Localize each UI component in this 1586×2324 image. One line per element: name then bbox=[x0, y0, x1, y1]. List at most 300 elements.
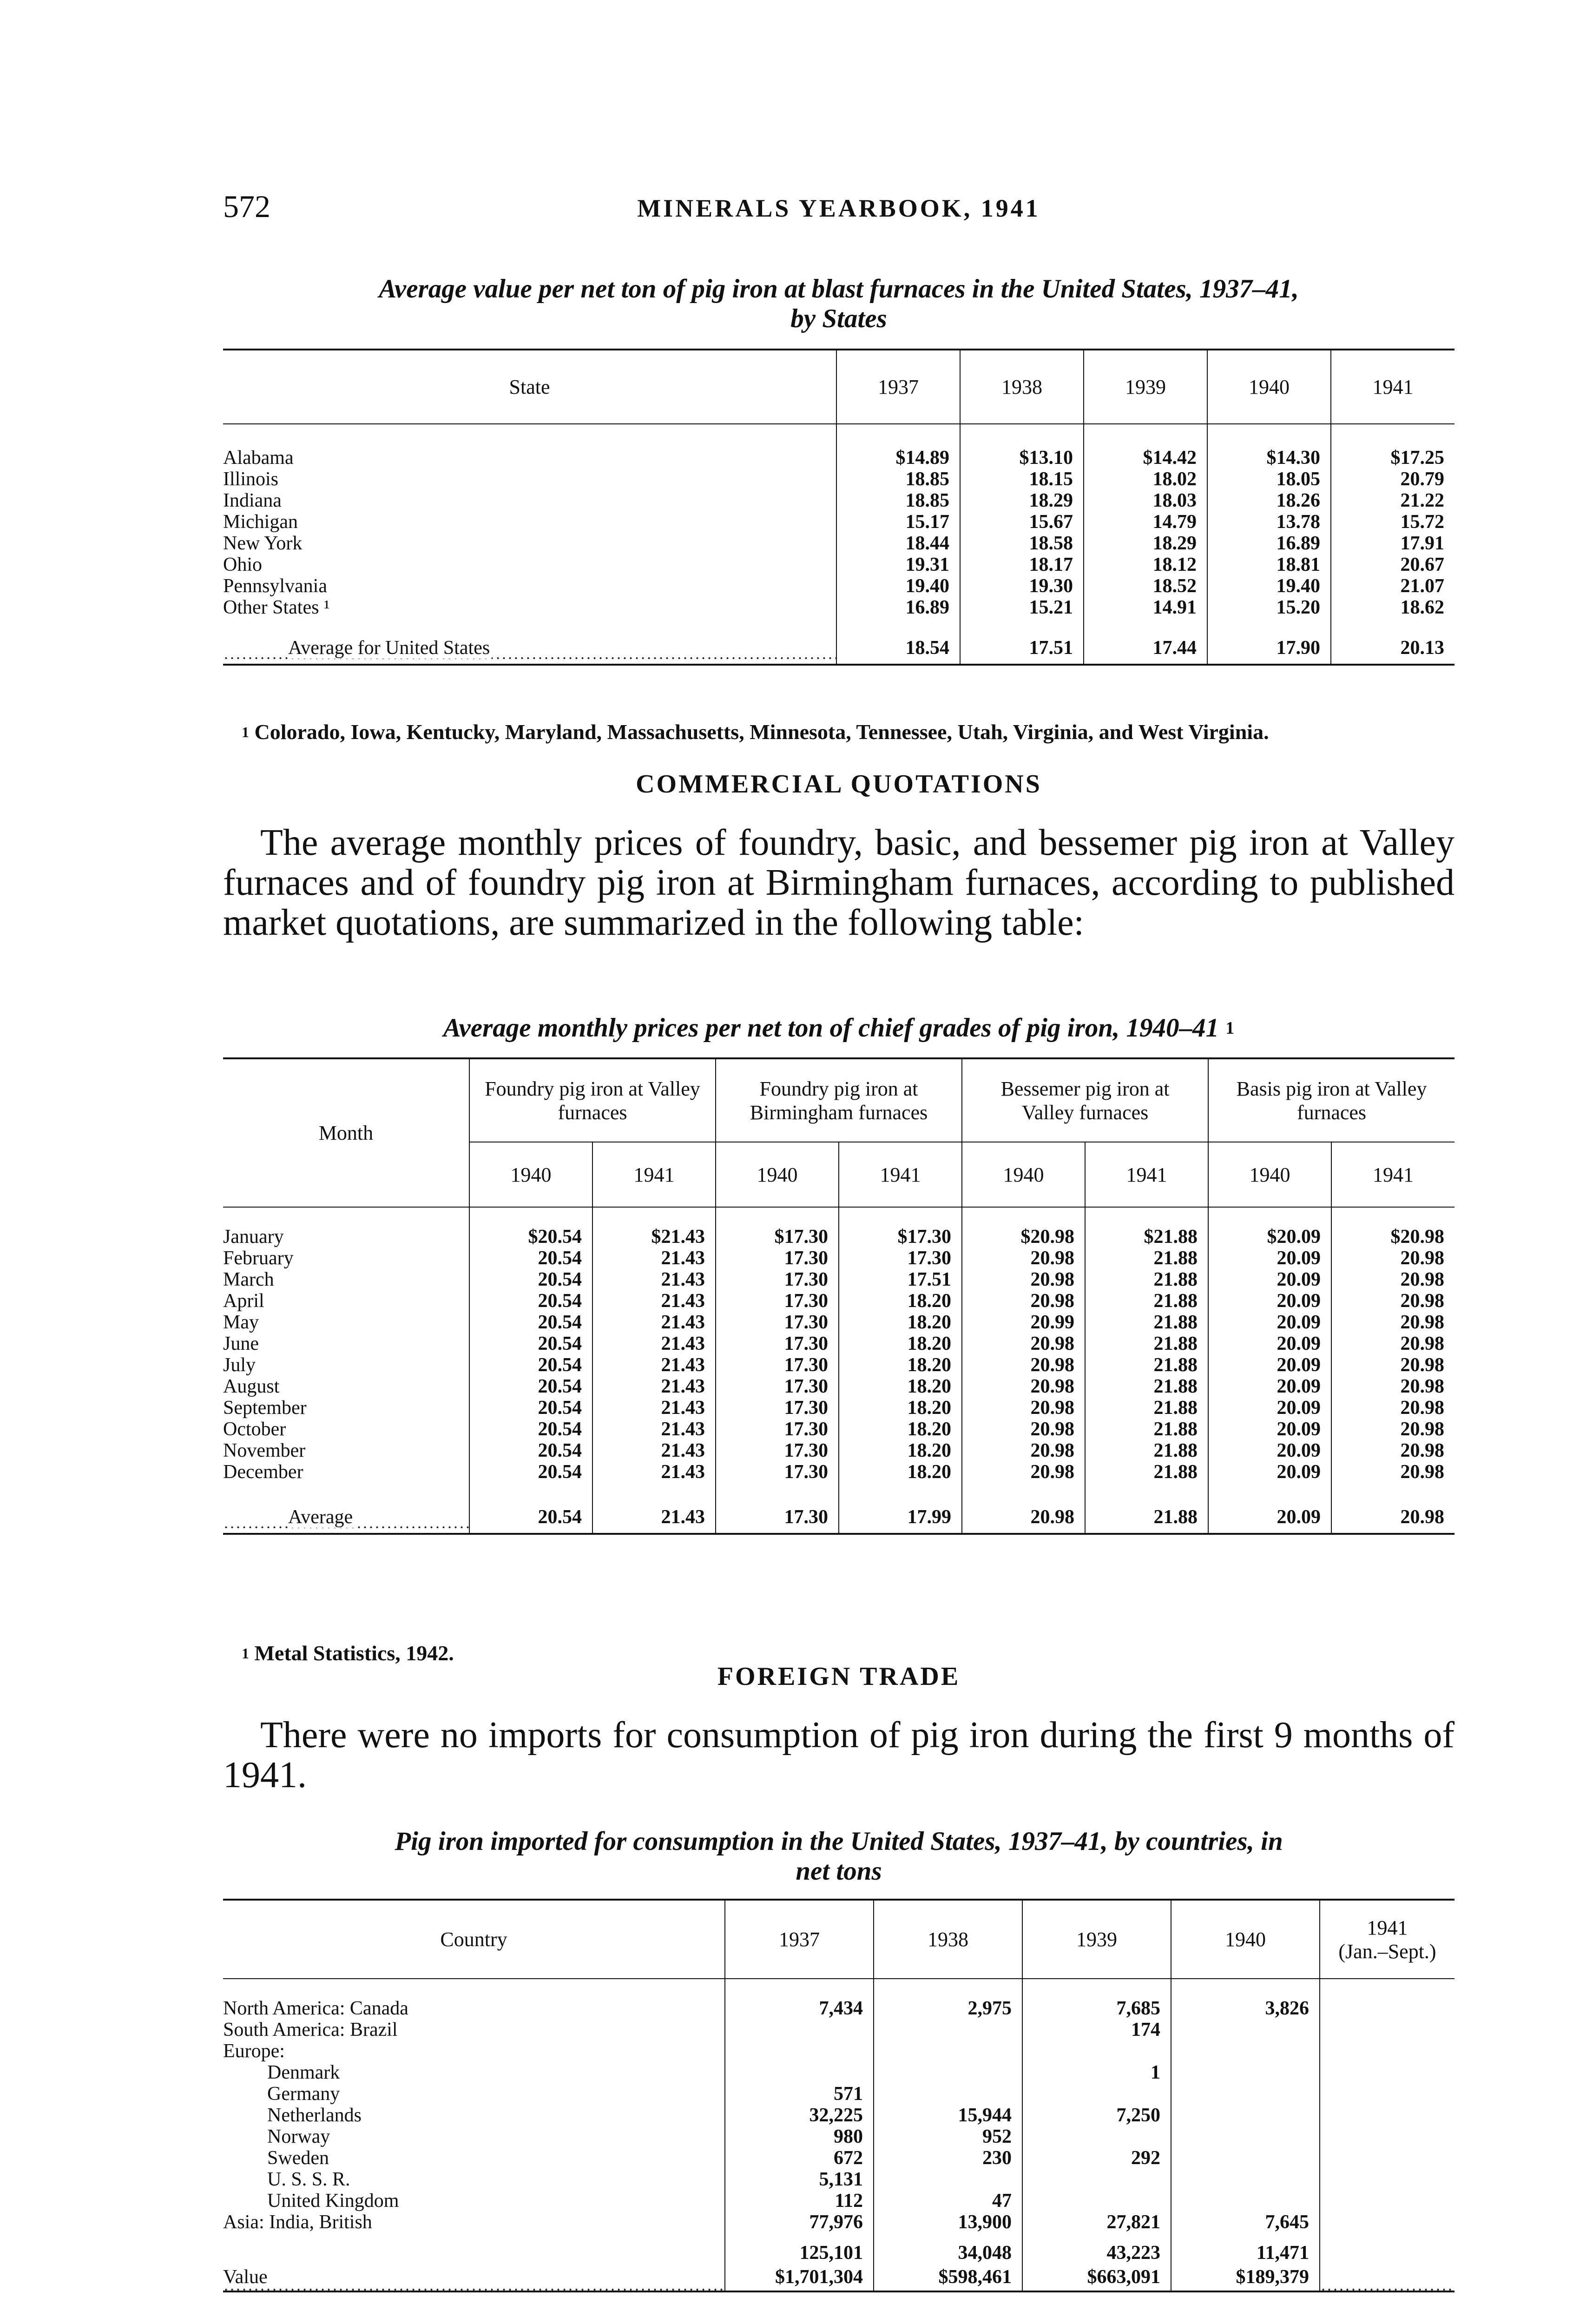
col-header-year: 1940 bbox=[962, 1142, 1085, 1207]
table-cell: 20.98 bbox=[962, 1248, 1085, 1269]
table-cell: 20.09 bbox=[1208, 1397, 1331, 1419]
table-cell: 14.79 bbox=[1084, 511, 1207, 533]
table-cell: $20.98 bbox=[962, 1226, 1085, 1248]
table-row bbox=[223, 1226, 1454, 1248]
table-cell: 20.09 bbox=[1208, 1461, 1331, 1483]
table-cell: 21.43 bbox=[592, 1461, 716, 1483]
table-cell: 17.30 bbox=[716, 1312, 839, 1333]
table-cell: 19.30 bbox=[960, 575, 1084, 597]
spacer-cell bbox=[223, 2233, 725, 2242]
table-cell: 17.30 bbox=[716, 1419, 839, 1440]
table-row bbox=[223, 1354, 1454, 1376]
table-cell: 17.30 bbox=[839, 1248, 962, 1269]
row-label-text: North America: Canada bbox=[223, 1998, 410, 2019]
table-cell: $14.30 bbox=[1207, 447, 1331, 469]
table-cell: 17.30 bbox=[716, 1376, 839, 1397]
table-cell-empty bbox=[1171, 2040, 1320, 2062]
spacer-cell bbox=[874, 1979, 1022, 1998]
row-label-text: September bbox=[223, 1397, 309, 1419]
row-label bbox=[223, 511, 836, 533]
table-cell: 20.98 bbox=[1331, 1354, 1454, 1376]
table-cell: 19.31 bbox=[836, 554, 960, 575]
table-row bbox=[223, 469, 1454, 490]
table-cell: 18.29 bbox=[1084, 533, 1207, 554]
row-label-text: June bbox=[223, 1333, 261, 1354]
table-cell: 17.30 bbox=[716, 1440, 839, 1461]
table-cell: 21.22 bbox=[1331, 490, 1454, 511]
row-label-text: United Kingdom bbox=[267, 2190, 401, 2212]
table-cell-empty bbox=[1320, 2105, 1454, 2126]
table-cell-empty bbox=[1171, 2083, 1320, 2105]
table-cell: 21.43 bbox=[592, 1440, 716, 1461]
row-label-text: March bbox=[223, 1269, 276, 1290]
col-group-basis-valley: Basis pig iron at Valley furnaces bbox=[1208, 1058, 1454, 1142]
table2-caption bbox=[223, 1013, 1454, 1043]
table-cell: 11,471 bbox=[1171, 2242, 1320, 2264]
spacer-cell bbox=[1171, 2233, 1320, 2242]
table-cell: 20.98 bbox=[962, 1461, 1085, 1483]
table-row bbox=[223, 1333, 1454, 1354]
spacer-cell bbox=[223, 1979, 725, 1998]
table-cell: 18.29 bbox=[960, 490, 1084, 511]
spacer-cell bbox=[1331, 618, 1454, 632]
row-label-text: Average for United States bbox=[288, 637, 492, 659]
table-cell-empty bbox=[1022, 2190, 1171, 2212]
table-row bbox=[223, 575, 1454, 597]
table-cell: 18.20 bbox=[839, 1290, 962, 1312]
row-label-text: Denmark bbox=[267, 2062, 342, 2083]
table-cell: 18.85 bbox=[836, 490, 960, 511]
running-title: MINERALS YEARBOOK, 1941 bbox=[637, 194, 1040, 222]
spacer-cell bbox=[1331, 1483, 1454, 1501]
table-cell: 20.98 bbox=[962, 1397, 1085, 1419]
row-label bbox=[223, 1419, 469, 1440]
spacer-cell bbox=[469, 1207, 592, 1226]
spacer-cell bbox=[1171, 1979, 1320, 1998]
col-header-year-1941 bbox=[1320, 1900, 1454, 1979]
row-label bbox=[223, 469, 836, 490]
table-cell: 20.98 bbox=[962, 1290, 1085, 1312]
table-cell: 18.02 bbox=[1084, 469, 1207, 490]
average-row bbox=[223, 632, 1454, 665]
row-label-text: October bbox=[223, 1419, 288, 1440]
table-row bbox=[223, 1419, 1454, 1440]
spacer-cell bbox=[839, 1207, 962, 1226]
table-cell: 17.51 bbox=[960, 632, 1084, 665]
row-label bbox=[223, 533, 836, 554]
row-label bbox=[223, 1226, 469, 1248]
table-cell: 21.43 bbox=[592, 1501, 716, 1534]
table-cell: 21.88 bbox=[1085, 1501, 1208, 1534]
table-cell-empty bbox=[1320, 2147, 1454, 2169]
table-cell-empty bbox=[725, 2040, 874, 2062]
table-cell: 18.20 bbox=[839, 1354, 962, 1376]
col-header-state: State bbox=[509, 376, 550, 398]
table-cell: 20.09 bbox=[1208, 1440, 1331, 1461]
row-label-text: Norway bbox=[267, 2126, 332, 2147]
footnote-mark: 1 bbox=[1225, 1018, 1235, 1038]
table-cell: 20.99 bbox=[962, 1312, 1085, 1333]
row-label bbox=[223, 1248, 469, 1269]
row-label-text: January bbox=[223, 1226, 286, 1248]
table-cell: 20.98 bbox=[962, 1501, 1085, 1534]
table-cell: 15.20 bbox=[1207, 597, 1331, 618]
table-cell: 125,101 bbox=[725, 2242, 874, 2264]
spacer-cell bbox=[592, 1207, 716, 1226]
spacer-row bbox=[223, 1979, 1454, 1998]
table-cell: 21.88 bbox=[1085, 1333, 1208, 1354]
table-row bbox=[223, 511, 1454, 533]
table-cell: 3,826 bbox=[1171, 1998, 1320, 2019]
table1-caption-line1: Average value per net ton of pig iron at blast furnaces in the United States, 1937–41, bbox=[379, 274, 1299, 304]
row-label-text: December bbox=[223, 1461, 305, 1483]
table-cell-empty bbox=[1171, 2190, 1320, 2212]
table-cell: 20.98 bbox=[1331, 1248, 1454, 1269]
table-cell: 43,223 bbox=[1022, 2242, 1171, 2264]
table-cell: 17.30 bbox=[716, 1397, 839, 1419]
col-header-year: 1941 bbox=[1331, 350, 1454, 424]
spacer-cell bbox=[716, 1207, 839, 1226]
row-label bbox=[223, 575, 836, 597]
col-header-year: 1940 bbox=[1208, 1142, 1331, 1207]
table-cell: 21.88 bbox=[1085, 1290, 1208, 1312]
table-cell: 2,975 bbox=[874, 1998, 1022, 2019]
table-cell: 17.44 bbox=[1084, 632, 1207, 665]
row-label bbox=[223, 2062, 725, 2083]
spacer-cell bbox=[960, 424, 1084, 447]
table-cell: 18.85 bbox=[836, 469, 960, 490]
table-row bbox=[223, 2040, 1454, 2062]
table-cell: 21.88 bbox=[1085, 1269, 1208, 1290]
table-row bbox=[223, 2169, 1454, 2190]
table-cell: 18.20 bbox=[839, 1312, 962, 1333]
table-cell: 20.09 bbox=[1208, 1419, 1331, 1440]
table1-footnote bbox=[223, 720, 1454, 745]
col-header-year: 1941 bbox=[1085, 1142, 1208, 1207]
table-cell: 20.54 bbox=[469, 1461, 592, 1483]
table-cell: 21.88 bbox=[1085, 1312, 1208, 1333]
footnote-text: Colorado, Iowa, Kentucky, Maryland, Massachusetts, Minnesota, Tennessee, Utah, Virginia, and West Virginia. bbox=[254, 720, 1269, 744]
table-cell: 21.43 bbox=[592, 1248, 716, 1269]
table-row bbox=[223, 1397, 1454, 1419]
row-label-text: April bbox=[223, 1290, 266, 1312]
table-cell: $21.88 bbox=[1085, 1226, 1208, 1248]
table-cell: $14.89 bbox=[836, 447, 960, 469]
spacer-cell bbox=[962, 1483, 1085, 1501]
table-cell: 20.54 bbox=[469, 1269, 592, 1290]
table-cell-empty bbox=[1320, 2264, 1454, 2291]
table-cell-empty bbox=[874, 2040, 1022, 2062]
row-label bbox=[223, 1333, 469, 1354]
table-cell: 20.98 bbox=[962, 1419, 1085, 1440]
table-cell: 20.67 bbox=[1331, 554, 1454, 575]
table-cell-empty bbox=[874, 2062, 1022, 2083]
row-label-text: Michigan bbox=[223, 511, 300, 533]
spacer-row bbox=[223, 424, 1454, 447]
table-cell: 18.20 bbox=[839, 1440, 962, 1461]
table-cell: 21.88 bbox=[1085, 1397, 1208, 1419]
table-cell: 13,900 bbox=[874, 2212, 1022, 2233]
table-cell: 21.43 bbox=[592, 1312, 716, 1333]
col-header-year: 1937 bbox=[836, 350, 960, 424]
state-value-table bbox=[223, 349, 1454, 666]
table-cell: 27,821 bbox=[1022, 2212, 1171, 2233]
table-cell: 20.98 bbox=[962, 1354, 1085, 1376]
table-cell: 20.54 bbox=[469, 1501, 592, 1534]
table-cell-empty bbox=[1171, 2169, 1320, 2190]
table-cell: $1,701,304 bbox=[725, 2264, 874, 2291]
table-cell: 17.91 bbox=[1331, 533, 1454, 554]
table-cell: 292 bbox=[1022, 2147, 1171, 2169]
table-cell: 18.26 bbox=[1207, 490, 1331, 511]
table-cell: 18.44 bbox=[836, 533, 960, 554]
footnote-mark: 1 bbox=[242, 1645, 249, 1662]
table-cell: $20.09 bbox=[1208, 1226, 1331, 1248]
table-cell: 20.98 bbox=[1331, 1290, 1454, 1312]
table-cell-empty bbox=[725, 2019, 874, 2040]
table2-caption-text: Average monthly prices per net ton of chief grades of pig iron, 1940–41 bbox=[443, 1013, 1219, 1043]
table-cell-empty bbox=[1022, 2126, 1171, 2147]
table-cell: 17.30 bbox=[716, 1354, 839, 1376]
row-label-text: U. S. S. R. bbox=[267, 2169, 352, 2190]
table-cell: 18.03 bbox=[1084, 490, 1207, 511]
commercial-paragraph: The average monthly prices of foundry, basic, and bessemer pig iron at Valley furnaces and of foundry pig iron at Birmingham furnaces, according to published market quotations, are summarized in the following table: bbox=[223, 822, 1454, 943]
table-cell: 7,250 bbox=[1022, 2105, 1171, 2126]
table-cell: 77,976 bbox=[725, 2212, 874, 2233]
table-cell: 17.99 bbox=[839, 1501, 962, 1534]
table-cell: 19.40 bbox=[1207, 575, 1331, 597]
table-cell: 18.12 bbox=[1084, 554, 1207, 575]
col-header-year: 1940 bbox=[1207, 350, 1331, 424]
table-cell: 21.43 bbox=[592, 1269, 716, 1290]
row-label-text: New York bbox=[223, 533, 304, 554]
table-row bbox=[223, 490, 1454, 511]
table-cell: 17.30 bbox=[716, 1290, 839, 1312]
table-cell-empty bbox=[1022, 2040, 1171, 2062]
spacer-cell bbox=[962, 1207, 1085, 1226]
table-cell: 21.07 bbox=[1331, 575, 1454, 597]
row-label-text: August bbox=[223, 1376, 281, 1397]
table-row bbox=[223, 2126, 1454, 2147]
col-header-year: 1941 bbox=[592, 1142, 716, 1207]
col-header-year: 1940 bbox=[469, 1142, 592, 1207]
table-cell: 672 bbox=[725, 2147, 874, 2169]
section-heading-commercial: COMMERCIAL QUOTATIONS bbox=[636, 770, 1042, 799]
table-cell: 20.98 bbox=[1331, 1333, 1454, 1354]
table-cell: 16.89 bbox=[1207, 533, 1331, 554]
total-row bbox=[223, 2242, 1454, 2264]
spacer-cell bbox=[874, 2233, 1022, 2242]
table-cell: 15.72 bbox=[1331, 511, 1454, 533]
spacer-cell bbox=[1208, 1483, 1331, 1501]
table-cell-empty bbox=[1320, 2083, 1454, 2105]
spacer-cell bbox=[223, 1207, 469, 1226]
table-cell: 20.09 bbox=[1208, 1354, 1331, 1376]
section-heading-foreign-trade: FOREIGN TRADE bbox=[717, 1662, 961, 1691]
footnote-mark: 1 bbox=[242, 724, 249, 740]
table-cell: 21.43 bbox=[592, 1333, 716, 1354]
table-row bbox=[223, 2212, 1454, 2233]
table-cell-empty bbox=[1320, 2212, 1454, 2233]
row-label-text: Alabama bbox=[223, 447, 296, 469]
table-cell: 20.09 bbox=[1208, 1333, 1331, 1354]
table-cell: 5,131 bbox=[725, 2169, 874, 2190]
col-header-month: Month bbox=[223, 1058, 469, 1207]
spacer-cell bbox=[223, 1483, 469, 1501]
row-label-empty bbox=[223, 2242, 725, 2264]
table-cell: $20.54 bbox=[469, 1226, 592, 1248]
spacer-row bbox=[223, 1207, 1454, 1226]
row-label bbox=[223, 1440, 469, 1461]
row-label bbox=[223, 447, 836, 469]
table-cell: 21.88 bbox=[1085, 1376, 1208, 1397]
table-row bbox=[223, 1998, 1454, 2019]
table-cell: 21.43 bbox=[592, 1419, 716, 1440]
table-cell: 21.88 bbox=[1085, 1440, 1208, 1461]
spacer-cell bbox=[839, 1483, 962, 1501]
row-label-text: Germany bbox=[267, 2083, 342, 2105]
row-label bbox=[223, 2147, 725, 2169]
average-row bbox=[223, 1501, 1454, 1534]
table-cell: 21.43 bbox=[592, 1376, 716, 1397]
row-label bbox=[223, 2126, 725, 2147]
spacer-cell bbox=[836, 424, 960, 447]
table-row bbox=[223, 1269, 1454, 1290]
spacer-cell bbox=[1331, 424, 1454, 447]
row-label bbox=[223, 1290, 469, 1312]
table-cell: 16.89 bbox=[836, 597, 960, 618]
col-header-year: 1938 bbox=[874, 1900, 1022, 1979]
row-label-text: Average bbox=[288, 1506, 355, 1528]
row-label bbox=[223, 1312, 469, 1333]
table-cell-empty bbox=[1171, 2062, 1320, 2083]
table-cell: 174 bbox=[1022, 2019, 1171, 2040]
table-cell: 980 bbox=[725, 2126, 874, 2147]
table-cell: 952 bbox=[874, 2126, 1022, 2147]
table-cell: 21.88 bbox=[1085, 1419, 1208, 1440]
spacer-cell bbox=[725, 1979, 874, 1998]
table-cell-empty bbox=[1320, 2169, 1454, 2190]
row-label bbox=[223, 1376, 469, 1397]
col-header-year: 1940 bbox=[716, 1142, 839, 1207]
table-cell-empty bbox=[1171, 2147, 1320, 2169]
table-cell: 15,944 bbox=[874, 2105, 1022, 2126]
table-cell: 20.98 bbox=[1331, 1312, 1454, 1333]
table-cell-empty bbox=[874, 2083, 1022, 2105]
table-cell: 112 bbox=[725, 2190, 874, 2212]
table-cell: 17.30 bbox=[716, 1248, 839, 1269]
table-cell: 20.98 bbox=[962, 1333, 1085, 1354]
table-cell: 20.98 bbox=[962, 1440, 1085, 1461]
table-cell: 21.43 bbox=[592, 1397, 716, 1419]
table-cell: 21.88 bbox=[1085, 1354, 1208, 1376]
table-cell: $20.98 bbox=[1331, 1226, 1454, 1248]
row-label bbox=[223, 554, 836, 575]
year-1941-period: (Jan.–Sept.) bbox=[1338, 1940, 1436, 1963]
table-row bbox=[223, 1440, 1454, 1461]
table-cell: 18.20 bbox=[839, 1419, 962, 1440]
table-cell: $13.10 bbox=[960, 447, 1084, 469]
table-cell: 20.54 bbox=[469, 1354, 592, 1376]
spacer-row bbox=[223, 618, 1454, 632]
table-row bbox=[223, 447, 1454, 469]
table-cell: 18.58 bbox=[960, 533, 1084, 554]
row-label bbox=[223, 2212, 725, 2233]
table-cell: 18.20 bbox=[839, 1333, 962, 1354]
spacer-cell bbox=[1320, 1979, 1454, 1998]
col-group-foundry-birmingham: Foundry pig iron at Birmingham furnaces bbox=[716, 1058, 962, 1142]
table-cell: 20.79 bbox=[1331, 469, 1454, 490]
table3-caption-line1: Pig iron imported for consumption in the United States, 1937–41, by countries, in bbox=[395, 1827, 1283, 1856]
spacer-cell bbox=[1085, 1483, 1208, 1501]
table-row bbox=[223, 2147, 1454, 2169]
table-cell: 19.40 bbox=[836, 575, 960, 597]
table-cell: 20.09 bbox=[1208, 1248, 1331, 1269]
table-cell: 7,645 bbox=[1171, 2212, 1320, 2233]
table-cell: 18.15 bbox=[960, 469, 1084, 490]
table-cell: $17.25 bbox=[1331, 447, 1454, 469]
table-cell: 34,048 bbox=[874, 2242, 1022, 2264]
table3-caption bbox=[223, 1827, 1454, 1886]
spacer-cell bbox=[1022, 1979, 1171, 1998]
table-cell: 20.54 bbox=[469, 1290, 592, 1312]
table-cell: 20.98 bbox=[1331, 1419, 1454, 1440]
spacer-cell bbox=[1208, 1207, 1331, 1226]
col-header-year: 1940 bbox=[1171, 1900, 1320, 1979]
table-cell-empty bbox=[1320, 2190, 1454, 2212]
spacer-cell bbox=[1331, 1207, 1454, 1226]
table-cell: 18.20 bbox=[839, 1397, 962, 1419]
table-cell: 17.30 bbox=[716, 1333, 839, 1354]
table-cell-empty bbox=[1320, 2040, 1454, 2062]
table-cell: 20.98 bbox=[962, 1376, 1085, 1397]
row-label-text: Other States ¹ bbox=[223, 597, 332, 618]
table-cell: 17.30 bbox=[716, 1461, 839, 1483]
table-cell: 20.54 bbox=[469, 1397, 592, 1419]
table-cell: 18.17 bbox=[960, 554, 1084, 575]
table-cell: 20.54 bbox=[469, 1419, 592, 1440]
table-row bbox=[223, 2190, 1454, 2212]
spacer-cell bbox=[469, 1483, 592, 1501]
spacer-row bbox=[223, 2233, 1454, 2242]
table-cell-empty bbox=[1022, 2083, 1171, 2105]
footnote-text: Metal Statistics, 1942. bbox=[254, 1641, 454, 1665]
spacer-cell bbox=[716, 1483, 839, 1501]
table-cell: $189,379 bbox=[1171, 2264, 1320, 2291]
table3-caption-line2: net tons bbox=[796, 1856, 882, 1886]
table-cell: 20.54 bbox=[469, 1333, 592, 1354]
table-row bbox=[223, 2062, 1454, 2083]
spacer-cell bbox=[223, 618, 836, 632]
table-cell: 17.51 bbox=[839, 1269, 962, 1290]
table-cell: 21.88 bbox=[1085, 1248, 1208, 1269]
col-group-foundry-valley: Foundry pig iron at Valley furnaces bbox=[469, 1058, 716, 1142]
table-cell: 20.09 bbox=[1208, 1312, 1331, 1333]
table-cell: 20.54 bbox=[469, 1440, 592, 1461]
row-label-text: Asia: India, British bbox=[223, 2212, 374, 2233]
row-label bbox=[223, 1397, 469, 1419]
table-cell: $598,461 bbox=[874, 2264, 1022, 2291]
table-row bbox=[223, 533, 1454, 554]
col-header-year: 1938 bbox=[960, 350, 1084, 424]
monthly-prices-table bbox=[223, 1057, 1454, 1535]
table-cell: 18.54 bbox=[836, 632, 960, 665]
table-cell-empty bbox=[1320, 2126, 1454, 2147]
table-cell: 20.98 bbox=[1331, 1461, 1454, 1483]
row-label bbox=[223, 632, 836, 665]
table-cell-empty bbox=[1320, 1998, 1454, 2019]
table-row bbox=[223, 2083, 1454, 2105]
